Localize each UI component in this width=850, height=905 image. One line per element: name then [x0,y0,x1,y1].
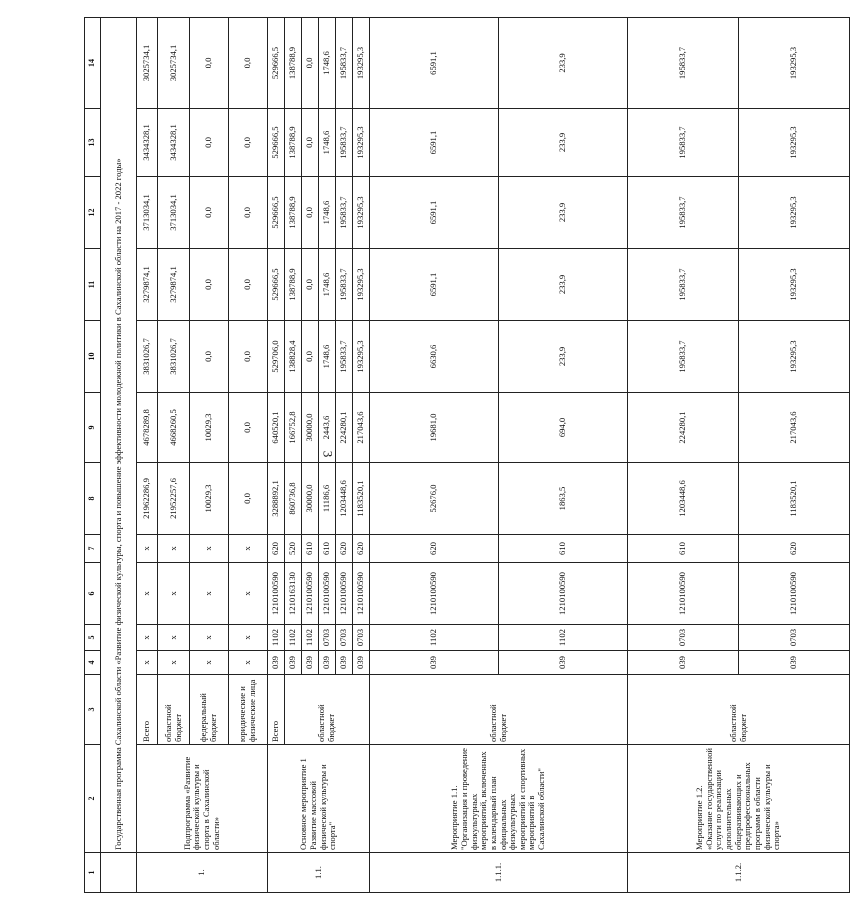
code-cell: х [190,563,229,625]
value-cell: 529666,5 [268,177,285,249]
value-cell: 10029,3 [190,463,229,535]
activity-name: Мероприятие 1.1. "Организация и проведение физкультурных мероприятий, включенных в календарный план официальных физкультурных мероприятий и спортивных мероприятий в Сахалинской области" [370,745,628,853]
value-cell: 193295,3 [353,18,370,109]
page-number: 3 [320,450,336,458]
value-cell: 3025734,1 [158,18,190,109]
code-cell: 039 [739,651,850,675]
code-cell: 1102 [370,625,499,651]
code-cell: 1210100590 [268,563,285,625]
value-cell: 1203448,6 [628,463,739,535]
column-header: 1 [85,853,101,893]
value-cell: 0,0 [302,249,319,321]
code-cell: х [137,563,158,625]
code-cell: 039 [268,651,285,675]
value-cell: 233,9 [499,18,628,109]
column-header: 2 [85,745,101,853]
code-cell: 039 [285,651,302,675]
table-row [628,18,739,893]
funding-source: Всего [137,675,158,745]
column-header: 12 [85,177,101,249]
code-cell: х [229,651,268,675]
code-cell: 039 [370,651,499,675]
value-cell: 0,0 [229,249,268,321]
value-cell: 233,9 [499,321,628,393]
column-header: 3 [85,675,101,745]
table-row [85,18,101,893]
code-cell: 1210100590 [499,563,628,625]
column-header: 10 [85,321,101,393]
code-cell: х [137,535,158,563]
value-cell: 3288892,1 [268,463,285,535]
value-cell: 3025734,1 [137,18,158,109]
code-cell: 039 [353,651,370,675]
code-cell: 039 [302,651,319,675]
code-cell: 620 [370,535,499,563]
code-cell: х [190,651,229,675]
code-cell: х [137,625,158,651]
rotated-table-container [84,38,799,893]
funding-source: областной бюджет [370,675,628,745]
code-cell: х [137,651,158,675]
value-cell: 233,9 [499,109,628,177]
code-cell: х [158,535,190,563]
value-cell: 52676,0 [370,463,499,535]
code-cell: х [158,651,190,675]
program-title: Государственная программа Сахалинской области «Развитие физической культуры, спорта и повышение эффективности молодежной политики в Сахалинской области на 2017 - 2022 годы» [101,18,137,853]
column-header: 6 [85,563,101,625]
value-cell: 3279874,1 [158,249,190,321]
code-cell: 0703 [628,625,739,651]
code-cell: 610 [319,535,336,563]
code-cell: 1210163130 [285,563,302,625]
value-cell: 0,0 [302,321,319,393]
funding-source: юридические и физические лица [229,675,268,745]
column-header: 7 [85,535,101,563]
value-cell: 4678289,8 [137,393,158,463]
code-cell: 1102 [499,625,628,651]
code-cell: 0703 [739,625,850,651]
value-cell: 195833,7 [628,109,739,177]
code-cell: 039 [336,651,353,675]
value-cell: 0,0 [190,177,229,249]
value-cell: 193295,3 [739,249,850,321]
code-cell: 1210100590 [302,563,319,625]
code-cell: 0703 [336,625,353,651]
value-cell: 640520,1 [268,393,285,463]
table-row [268,18,285,893]
code-cell: 610 [628,535,739,563]
value-cell: 6591,1 [370,177,499,249]
value-cell: 138788,9 [285,109,302,177]
value-cell: 21952257,6 [158,463,190,535]
funding-source: областной бюджет [158,675,190,745]
value-cell: 195833,7 [628,321,739,393]
code-cell: 1210100590 [628,563,739,625]
value-cell: 21962286,9 [137,463,158,535]
code-cell: 1210100590 [370,563,499,625]
budget-table [84,17,850,893]
funding-source: областной бюджет [628,675,850,745]
value-cell: 193295,3 [353,109,370,177]
code-cell: х [229,625,268,651]
code-cell: 620 [268,535,285,563]
value-cell: 0,0 [229,18,268,109]
value-cell: 224280,1 [336,393,353,463]
value-cell: 193295,3 [739,18,850,109]
code-cell: 039 [628,651,739,675]
value-cell: 529666,5 [268,18,285,109]
value-cell: 529666,5 [268,249,285,321]
value-cell: 0,0 [302,177,319,249]
code-cell: 0703 [319,625,336,651]
value-cell: 3279874,1 [137,249,158,321]
value-cell: 6591,1 [370,109,499,177]
value-cell: 166752,8 [285,393,302,463]
value-cell: 3713034,1 [158,177,190,249]
value-cell: 0,0 [229,109,268,177]
code-cell: 039 [499,651,628,675]
value-cell: 217043,6 [353,393,370,463]
value-cell: 0,0 [229,393,268,463]
value-cell: 0,0 [190,109,229,177]
value-cell: 1183520,1 [739,463,850,535]
value-cell: 138828,4 [285,321,302,393]
value-cell: 138788,9 [285,18,302,109]
code-cell: 520 [285,535,302,563]
value-cell: 193295,3 [353,177,370,249]
code-cell: 1210100590 [353,563,370,625]
table-row [101,18,137,893]
value-cell: 860736,8 [285,463,302,535]
value-cell: 193295,3 [739,109,850,177]
activity-name: Основное мероприятие 1 Развитие массовой физической культуры и спорта" [268,745,370,853]
code-cell: х [229,563,268,625]
value-cell: 224280,1 [628,393,739,463]
value-cell: 138788,9 [285,249,302,321]
value-cell: 3434328,1 [158,109,190,177]
code-cell: 1102 [268,625,285,651]
value-cell: 6591,1 [370,249,499,321]
code-cell: х [158,625,190,651]
value-cell: 0,0 [229,463,268,535]
title-num-empty [101,853,137,893]
column-header: 8 [85,463,101,535]
value-cell: 1748,6 [319,177,336,249]
code-cell: 039 [319,651,336,675]
row-number: 1.1. [268,853,370,893]
row-number: 1. [137,853,268,893]
value-cell: 195833,7 [336,18,353,109]
value-cell: 195833,7 [336,249,353,321]
value-cell: 0,0 [190,18,229,109]
code-cell: 1210100590 [336,563,353,625]
value-cell: 30000,0 [302,393,319,463]
row-number: 1.1.1. [370,853,628,893]
value-cell: 0,0 [229,177,268,249]
column-header: 14 [85,18,101,109]
value-cell: 0,0 [190,249,229,321]
code-cell: 1210100590 [319,563,336,625]
value-cell: 694,0 [499,393,628,463]
code-cell: 620 [336,535,353,563]
code-cell: 610 [302,535,319,563]
code-cell: 620 [353,535,370,563]
code-cell: 1102 [302,625,319,651]
column-header: 4 [85,651,101,675]
value-cell: 3831026,7 [158,321,190,393]
code-cell: х [190,625,229,651]
value-cell: 529706,0 [268,321,285,393]
code-cell: х [229,535,268,563]
row-number: 1.1.2. [628,853,850,893]
funding-source: федеральный бюджет [190,675,229,745]
value-cell: 3713034,1 [137,177,158,249]
value-cell: 193295,3 [739,177,850,249]
value-cell: 193295,3 [739,321,850,393]
table-row [137,18,158,893]
value-cell: 1748,6 [319,109,336,177]
value-cell: 195833,7 [628,177,739,249]
value-cell: 195833,7 [336,321,353,393]
code-cell: 1102 [285,625,302,651]
value-cell: 195833,7 [336,177,353,249]
value-cell: 1203448,6 [336,463,353,535]
value-cell: 1748,6 [319,249,336,321]
value-cell: 11186,6 [319,463,336,535]
funding-source: областной бюджет [285,675,370,745]
subprogram-name: Подпрограмма «Развитие физической культуры и спорта в Сахалинской области» [137,745,268,853]
code-cell: х [190,535,229,563]
value-cell: 195833,7 [336,109,353,177]
activity-name: Мероприятие 1.2. «Оказание государственной услуги по реализации дополнительных общеразвивающих и предпрофессиональных программ в области физической культуры и спорта» [628,745,850,853]
value-cell: 30000,0 [302,463,319,535]
value-cell: 193295,3 [353,321,370,393]
table-row [370,18,499,893]
value-cell: 0,0 [229,321,268,393]
column-header: 11 [85,249,101,321]
value-cell: 1863,5 [499,463,628,535]
value-cell: 195833,7 [628,249,739,321]
code-cell: х [158,563,190,625]
column-header: 5 [85,625,101,651]
value-cell: 1183520,1 [353,463,370,535]
value-cell: 1748,6 [319,321,336,393]
code-cell: 620 [739,535,850,563]
value-cell: 529666,5 [268,109,285,177]
value-cell: 3831026,7 [137,321,158,393]
value-cell: 10029,3 [190,393,229,463]
value-cell: 217043,6 [739,393,850,463]
value-cell: 193295,3 [353,249,370,321]
value-cell: 3434328,1 [137,109,158,177]
value-cell: 6591,1 [370,18,499,109]
value-cell: 138788,9 [285,177,302,249]
value-cell: 233,9 [499,177,628,249]
funding-source: Всего [268,675,285,745]
value-cell: 19681,0 [370,393,499,463]
value-cell: 0,0 [302,109,319,177]
code-cell: 0703 [353,625,370,651]
column-header: 13 [85,109,101,177]
value-cell: 195833,7 [628,18,739,109]
value-cell: 0,0 [190,321,229,393]
value-cell: 4668260,5 [158,393,190,463]
value-cell: 0,0 [302,18,319,109]
value-cell: 6630,6 [370,321,499,393]
value-cell: 2443,6 [319,393,336,463]
column-header: 9 [85,393,101,463]
code-cell: 610 [499,535,628,563]
code-cell: 1210100590 [739,563,850,625]
value-cell: 1748,6 [319,18,336,109]
value-cell: 233,9 [499,249,628,321]
